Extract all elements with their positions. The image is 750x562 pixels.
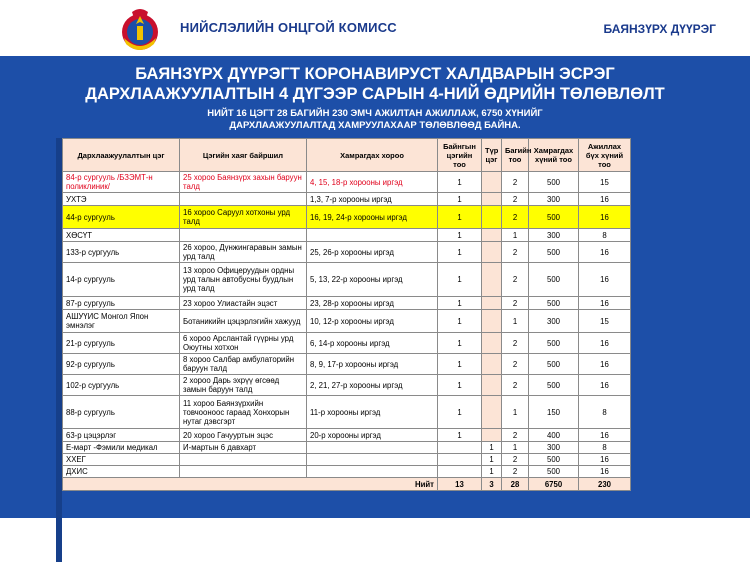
table-header-row: [63, 139, 631, 172]
cell-teams: 2: [502, 466, 529, 478]
cell-khoroo: [307, 454, 438, 466]
table-row: [63, 396, 631, 429]
cell-permanent: [438, 442, 482, 454]
table-row: [63, 429, 631, 442]
cell-people: 300: [529, 193, 579, 206]
subtitle-line-2: ДАРХЛААЖУУЛАЛТАД ХАМРУУЛАХААР ТӨЛӨВЛӨӨД БАЙНА.: [229, 120, 521, 131]
cell-permanent: 1: [438, 172, 482, 193]
cell-address: И-мартын 6 давхарт: [180, 442, 307, 454]
cell-teams: 1: [502, 229, 529, 242]
cell-people: 500: [529, 297, 579, 310]
vaccination-table: [62, 138, 631, 491]
cell-temp: [482, 193, 502, 206]
col-header-address: Цэгийн хаяг байршил: [180, 139, 307, 172]
table-row: [63, 310, 631, 333]
cell-address: 11 хороо Баянзүрхийн товчооноос гараад Хонхорын нутаг дэвсгэрт: [180, 396, 307, 429]
cell-permanent: 1: [438, 310, 482, 333]
cell-address: Ботаникийн цэцэрлэгийн хажууд: [180, 310, 307, 333]
cell-temp: [482, 263, 502, 297]
cell-address: 23 хороо Улиастайн эцэст: [180, 297, 307, 310]
cell-permanent: [438, 454, 482, 466]
cell-teams: 2: [502, 172, 529, 193]
table-row: [63, 229, 631, 242]
cell-people: 500: [529, 354, 579, 375]
col-header-people: Хамрагдах хүний тоо: [529, 139, 579, 172]
cell-teams: 2: [502, 297, 529, 310]
table-row: [63, 206, 631, 229]
total-label: Нийт: [63, 478, 438, 491]
cell-people: 300: [529, 442, 579, 454]
cell-teams: 1: [502, 396, 529, 429]
title-line-1: БАЯНЗҮРХ ДҮҮРЭГТ КОРОНАВИРУСТ ХАЛДВАРЫН ЭСРЭГ: [135, 65, 615, 83]
cell-khoroo: 25, 26-р хорооны иргэд: [307, 242, 438, 263]
cell-staff: 16: [579, 429, 631, 442]
cell-point: Е-март -Фэмили медикал: [63, 442, 180, 454]
cell-temp: [482, 429, 502, 442]
table-row: [63, 466, 631, 478]
table-row: [63, 172, 631, 193]
cell-temp: 1: [482, 442, 502, 454]
subtitle-line-1: НИЙТ 16 ЦЭГТ 28 БАГИЙН 230 ЭМЧ АЖИЛТАН АЖИЛЛАЖ, 6750 ХҮНИЙГ: [207, 108, 543, 119]
cell-people: 500: [529, 263, 579, 297]
cell-people: 500: [529, 172, 579, 193]
cell-people: 150: [529, 396, 579, 429]
cell-khoroo: [307, 442, 438, 454]
cell-permanent: 1: [438, 375, 482, 396]
cell-temp: [482, 333, 502, 354]
cell-people: 500: [529, 242, 579, 263]
cell-staff: 15: [579, 172, 631, 193]
cell-staff: 16: [579, 242, 631, 263]
table-row: [63, 333, 631, 354]
cell-point: УХТЭ: [63, 193, 180, 206]
total-row: [63, 478, 631, 491]
cell-point: ХХЕГ: [63, 454, 180, 466]
cell-address: 13 хороо Офицеруудын ордны урд талын автобусны буудлын урд талд: [180, 263, 307, 297]
cell-khoroo: [307, 229, 438, 242]
cell-address: 8 хороо Салбар амбулаторийн баруун талд: [180, 354, 307, 375]
total-teams: 28: [502, 478, 529, 491]
cell-point: АШУҮИС Монгол Япон эмнэлэг: [63, 310, 180, 333]
cell-teams: 2: [502, 206, 529, 229]
slide: [0, 56, 750, 518]
total-permanent: 13: [438, 478, 482, 491]
table-row: [63, 442, 631, 454]
col-header-khoroo: Хамрагдах хороо: [307, 139, 438, 172]
cell-staff: 8: [579, 229, 631, 242]
cell-teams: 2: [502, 354, 529, 375]
cell-point: ХӨСҮТ: [63, 229, 180, 242]
cell-address: 25 хороо Баянзүрх захын баруун талд: [180, 172, 307, 193]
cell-khoroo: 8, 9, 17-р хорооны иргэд: [307, 354, 438, 375]
cell-people: 500: [529, 466, 579, 478]
cell-people: 500: [529, 206, 579, 229]
cell-permanent: 1: [438, 206, 482, 229]
cell-khoroo: 11-р хорооны иргэд: [307, 396, 438, 429]
cell-address: 6 хороо Арслантай гүүрны урд Оюутны хотхон: [180, 333, 307, 354]
cell-permanent: [438, 466, 482, 478]
cell-point: 87-р сургууль: [63, 297, 180, 310]
cell-permanent: 1: [438, 297, 482, 310]
cell-address: [180, 454, 307, 466]
cell-temp: [482, 354, 502, 375]
cell-temp: 1: [482, 466, 502, 478]
cell-staff: 16: [579, 263, 631, 297]
cell-khoroo: 1,3, 7-р хорооны иргэд: [307, 193, 438, 206]
cell-staff: 15: [579, 310, 631, 333]
cell-people: 500: [529, 454, 579, 466]
cell-staff: 16: [579, 466, 631, 478]
table-row: [63, 193, 631, 206]
org-name: НИЙСЛЭЛИЙН ОНЦГОЙ КОМИСС: [180, 20, 397, 35]
cell-people: 300: [529, 310, 579, 333]
slide-title: [0, 64, 750, 104]
cell-khoroo: 5, 13, 22-р хорооны иргэд: [307, 263, 438, 297]
cell-teams: 2: [502, 242, 529, 263]
col-header-temp: Түр цэг: [482, 139, 502, 172]
cell-staff: 16: [579, 297, 631, 310]
cell-teams: 1: [502, 310, 529, 333]
col-header-teams: Багийн тоо: [502, 139, 529, 172]
cell-teams: 2: [502, 333, 529, 354]
cell-khoroo: 4, 15, 18-р хорооны иргэд: [307, 172, 438, 193]
cell-khoroo: 20-р хорооны иргэд: [307, 429, 438, 442]
cell-permanent: 1: [438, 193, 482, 206]
cell-point: 133-р сургууль: [63, 242, 180, 263]
cell-temp: [482, 206, 502, 229]
cell-temp: 1: [482, 454, 502, 466]
cell-address: [180, 466, 307, 478]
cell-khoroo: 23, 28-р хорооны иргэд: [307, 297, 438, 310]
table-row: [63, 354, 631, 375]
cell-people: 300: [529, 229, 579, 242]
cell-staff: 8: [579, 396, 631, 429]
cell-permanent: 1: [438, 242, 482, 263]
cell-permanent: 1: [438, 429, 482, 442]
cell-people: 500: [529, 333, 579, 354]
cell-temp: [482, 242, 502, 263]
header-bar: [0, 0, 750, 56]
cell-teams: 2: [502, 429, 529, 442]
total-staff: 230: [579, 478, 631, 491]
cell-permanent: 1: [438, 354, 482, 375]
cell-address: [180, 229, 307, 242]
cell-temp: [482, 310, 502, 333]
table-row: [63, 263, 631, 297]
district-name: БАЯНЗҮРХ ДҮҮРЭГ: [603, 22, 716, 36]
mongolia-emblem-icon: [118, 8, 162, 54]
cell-staff: 16: [579, 354, 631, 375]
cell-address: 2 хороо Дарь эхрүү өгсөөд замын баруун талд: [180, 375, 307, 396]
cell-point: 21-р сургууль: [63, 333, 180, 354]
cell-staff: 16: [579, 206, 631, 229]
cell-people: 400: [529, 429, 579, 442]
cell-permanent: 1: [438, 333, 482, 354]
cell-teams: 1: [502, 442, 529, 454]
cell-staff: 16: [579, 193, 631, 206]
title-line-2: ДАРХЛААЖУУЛАЛТЫН 4 ДҮГЭЭР САРЫН 4-НИЙ ӨДРИЙН ТӨЛӨВЛӨЛТ: [85, 85, 665, 103]
col-header-point: Дархлаажуулалтын цэг: [63, 139, 180, 172]
cell-point: 14-р сургууль: [63, 263, 180, 297]
col-header-staff: Ажиллах бүх хүний тоо: [579, 139, 631, 172]
cell-permanent: 1: [438, 396, 482, 429]
cell-khoroo: 10, 12-р хорооны иргэд: [307, 310, 438, 333]
cell-point: 102-р сургууль: [63, 375, 180, 396]
total-temp: 3: [482, 478, 502, 491]
slide-subtitle: [0, 108, 750, 132]
cell-point: 92-р сургууль: [63, 354, 180, 375]
table-row: [63, 297, 631, 310]
cell-khoroo: 2, 21, 27-р хорооны иргэд: [307, 375, 438, 396]
total-people: 6750: [529, 478, 579, 491]
cell-staff: 16: [579, 375, 631, 396]
cell-address: [180, 193, 307, 206]
cell-permanent: 1: [438, 263, 482, 297]
cell-people: 500: [529, 375, 579, 396]
cell-temp: [482, 172, 502, 193]
table-row: [63, 454, 631, 466]
cell-point: 88-р сургууль: [63, 396, 180, 429]
col-header-permanent: Байнгын цэгийн тоо: [438, 139, 482, 172]
cell-temp: [482, 297, 502, 310]
cell-khoroo: 16, 19, 24-р хорооны иргэд: [307, 206, 438, 229]
cell-staff: 16: [579, 454, 631, 466]
cell-teams: 2: [502, 454, 529, 466]
cell-point: 63-р цэцэрлэг: [63, 429, 180, 442]
cell-address: 26 хороо, Дүнжингаравын замын урд талд: [180, 242, 307, 263]
cell-khoroo: [307, 466, 438, 478]
cell-temp: [482, 375, 502, 396]
cell-khoroo: 6, 14-р хорооны иргэд: [307, 333, 438, 354]
cell-point: 44-р сургууль: [63, 206, 180, 229]
table-row: [63, 375, 631, 396]
cell-teams: 2: [502, 263, 529, 297]
cell-point: 84-р сургууль /БЗЭМТ-н поликлиник/: [63, 172, 180, 193]
cell-staff: 16: [579, 333, 631, 354]
cell-permanent: 1: [438, 229, 482, 242]
table-row: [63, 242, 631, 263]
cell-staff: 8: [579, 442, 631, 454]
cell-teams: 2: [502, 375, 529, 396]
cell-temp: [482, 396, 502, 429]
cell-temp: [482, 229, 502, 242]
cell-teams: 2: [502, 193, 529, 206]
cell-address: 20 хороо Гачууртын эцэс: [180, 429, 307, 442]
cell-point: ДХИС: [63, 466, 180, 478]
cell-address: 16 хороо Саруул хотхоны урд талд: [180, 206, 307, 229]
